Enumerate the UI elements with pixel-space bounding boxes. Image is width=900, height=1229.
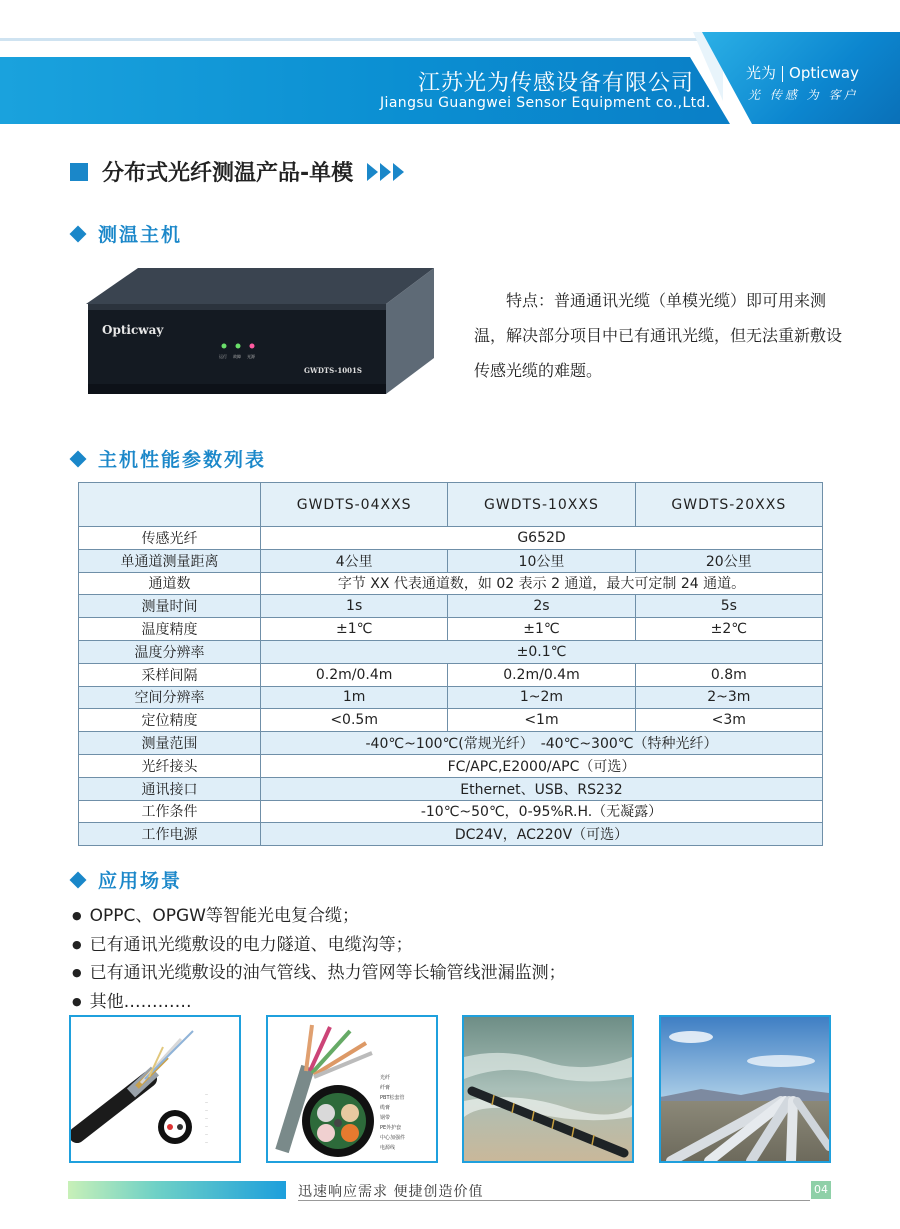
- row-value: Ethernet、USB、RS232: [261, 777, 823, 800]
- photo-composite-cable: [266, 1015, 438, 1163]
- row-label: 通讯接口: [79, 777, 261, 800]
- row-value: 字节 XX 代表通道数，如 02 表示 2 通道，最大可定制 24 通道。: [261, 572, 823, 595]
- cable-label: 光纤: [380, 1075, 391, 1081]
- photo-subsea-pipeline: [462, 1015, 634, 1163]
- cable-label: PE外护套: [380, 1125, 402, 1131]
- host-title: [72, 220, 182, 247]
- brand-name-cn: 光为: [746, 64, 777, 82]
- cable-label: 纤膏: [380, 1085, 391, 1091]
- page-number: 04: [811, 1181, 831, 1199]
- table-row: [79, 709, 823, 732]
- row-value: <3m: [635, 709, 822, 732]
- row-label: 工作电源: [79, 823, 261, 846]
- table-row: [79, 527, 823, 550]
- footer-slogan: 迅速响应需求 便捷创造价值: [298, 1184, 484, 1200]
- row-value: 0.2m/0.4m: [448, 663, 635, 686]
- row-value: 2~3m: [635, 686, 822, 709]
- table-row: [79, 686, 823, 709]
- list-item: ● 已有通讯光缆敷设的油气管线、热力管网等长输管线泄漏监测；: [72, 959, 566, 988]
- applications-title-text: 应用场景: [98, 870, 183, 892]
- row-value: -40℃~100℃(常规光纤） -40℃~300℃（特种光纤）: [261, 732, 823, 755]
- applications-title: [72, 866, 182, 893]
- diamond-icon: [70, 871, 87, 888]
- feature-paragraph: 特点：普通通讯光缆（单模光缆）即可用来测温，解决部分项目中已有通讯光缆，但无法重新敷设传感光缆的难题。: [474, 291, 843, 380]
- row-value: ±1℃: [261, 618, 448, 641]
- row-value: -10℃~50℃，0-95%R.H.（无凝露）: [261, 800, 823, 823]
- photo-pipelines: [659, 1015, 831, 1163]
- footer-line: [298, 1200, 810, 1201]
- table-row: [79, 618, 823, 641]
- table-row: [79, 777, 823, 800]
- row-label: 测量范围: [79, 732, 261, 755]
- list-item: ● OPPC、OPGW等智能光电复合缆；: [72, 902, 566, 931]
- row-label: 测量时间: [79, 595, 261, 618]
- feature-text: [474, 283, 844, 388]
- list-item: ● 已有通讯光缆敷设的电力隧道、电缆沟等；: [72, 931, 566, 960]
- row-label: 定位精度: [79, 709, 261, 732]
- svg-text:—: —: [205, 1092, 208, 1096]
- model-header: GWDTS-20XXS: [635, 483, 822, 527]
- row-label: 工作条件: [79, 800, 261, 823]
- section-title-text: 分布式光纤测温产品-单模: [102, 161, 354, 186]
- row-label: 传感光纤: [79, 527, 261, 550]
- row-label: 单通道测量距离: [79, 549, 261, 572]
- row-value: 0.2m/0.4m: [261, 663, 448, 686]
- triple-arrow-icon: [367, 163, 406, 181]
- photo-opgw-cable: [69, 1015, 241, 1163]
- cable-label: 电源线: [380, 1145, 396, 1151]
- table-row: [79, 595, 823, 618]
- brand-name-en: Opticway: [789, 64, 859, 82]
- table-row: [79, 754, 823, 777]
- footer-bar: [68, 1181, 286, 1199]
- table-row: [79, 572, 823, 595]
- row-label: 空间分辨率: [79, 686, 261, 709]
- row-value: ±2℃: [635, 618, 822, 641]
- list-item: ● 其他…………: [72, 988, 566, 1017]
- table-row: [79, 640, 823, 663]
- light-led-icon: [250, 344, 255, 349]
- row-value: ±0.1℃: [261, 640, 823, 663]
- row-value: FC/APC,E2000/APC（可选）: [261, 754, 823, 777]
- row-label: 温度精度: [79, 618, 261, 641]
- diamond-icon: [70, 450, 87, 467]
- cable-label: PBT松套管: [380, 1095, 405, 1101]
- run-led-icon: [222, 344, 227, 349]
- row-value: 1m: [261, 686, 448, 709]
- row-label: 温度分辨率: [79, 640, 261, 663]
- svg-text:—: —: [205, 1132, 208, 1136]
- svg-text:—: —: [205, 1108, 208, 1112]
- brand-slogan: 光 传感 为 客户: [748, 88, 859, 102]
- led-label: 光源: [247, 354, 255, 359]
- model-header: GWDTS-04XXS: [261, 483, 448, 527]
- table-title: [72, 445, 266, 472]
- model-header: GWDTS-10XXS: [448, 483, 635, 527]
- row-value: ±1℃: [448, 618, 635, 641]
- svg-text:—: —: [205, 1116, 208, 1120]
- row-value: <1m: [448, 709, 635, 732]
- cable-label: 中心加强件: [380, 1135, 406, 1141]
- svg-text:—: —: [205, 1100, 208, 1104]
- cable-label: 缆膏: [380, 1105, 391, 1111]
- applications-list: [72, 902, 566, 1016]
- section-title: [70, 156, 406, 187]
- host-title-text: 测温主机: [98, 224, 183, 246]
- table-row: [79, 823, 823, 846]
- row-value: G652D: [261, 527, 823, 550]
- row-value: 0.8m: [635, 663, 822, 686]
- cable-label: 钢带: [380, 1115, 391, 1121]
- device-brand: Opticway: [102, 323, 164, 337]
- table-corner-cell: [79, 483, 261, 527]
- row-label: 光纤接头: [79, 754, 261, 777]
- table-header-row: [79, 483, 823, 527]
- device-model: GWDTS-1001S: [304, 366, 362, 375]
- table-row: [79, 549, 823, 572]
- diamond-icon: [70, 225, 87, 242]
- row-value: DC24V，AC220V（可选）: [261, 823, 823, 846]
- row-value: 5s: [635, 595, 822, 618]
- brand-logo: [746, 62, 859, 83]
- svg-text:—: —: [205, 1124, 208, 1128]
- device-image: [86, 266, 436, 396]
- row-value: 2s: [448, 595, 635, 618]
- row-value: 20公里: [635, 549, 822, 572]
- company-name-cn: 江苏光为传感设备有限公司: [418, 71, 695, 96]
- row-value: <0.5m: [261, 709, 448, 732]
- fault-led-icon: [236, 344, 241, 349]
- table-row: [79, 732, 823, 755]
- table-row: [79, 800, 823, 823]
- led-label: 运行: [219, 354, 227, 359]
- table-row: [79, 663, 823, 686]
- svg-text:—: —: [205, 1140, 208, 1144]
- row-value: 1~2m: [448, 686, 635, 709]
- company-name-en: Jiangsu Guangwei Sensor Equipment co.,Ltd.: [380, 95, 711, 111]
- row-value: 1s: [261, 595, 448, 618]
- row-value: 4公里: [261, 549, 448, 572]
- row-value: 10公里: [448, 549, 635, 572]
- row-label: 通道数: [79, 572, 261, 595]
- spec-table: [78, 482, 823, 846]
- row-label: 采样间隔: [79, 663, 261, 686]
- led-label: 故障: [233, 354, 241, 359]
- square-icon: [70, 163, 88, 181]
- table-title-text: 主机性能参数列表: [98, 449, 267, 471]
